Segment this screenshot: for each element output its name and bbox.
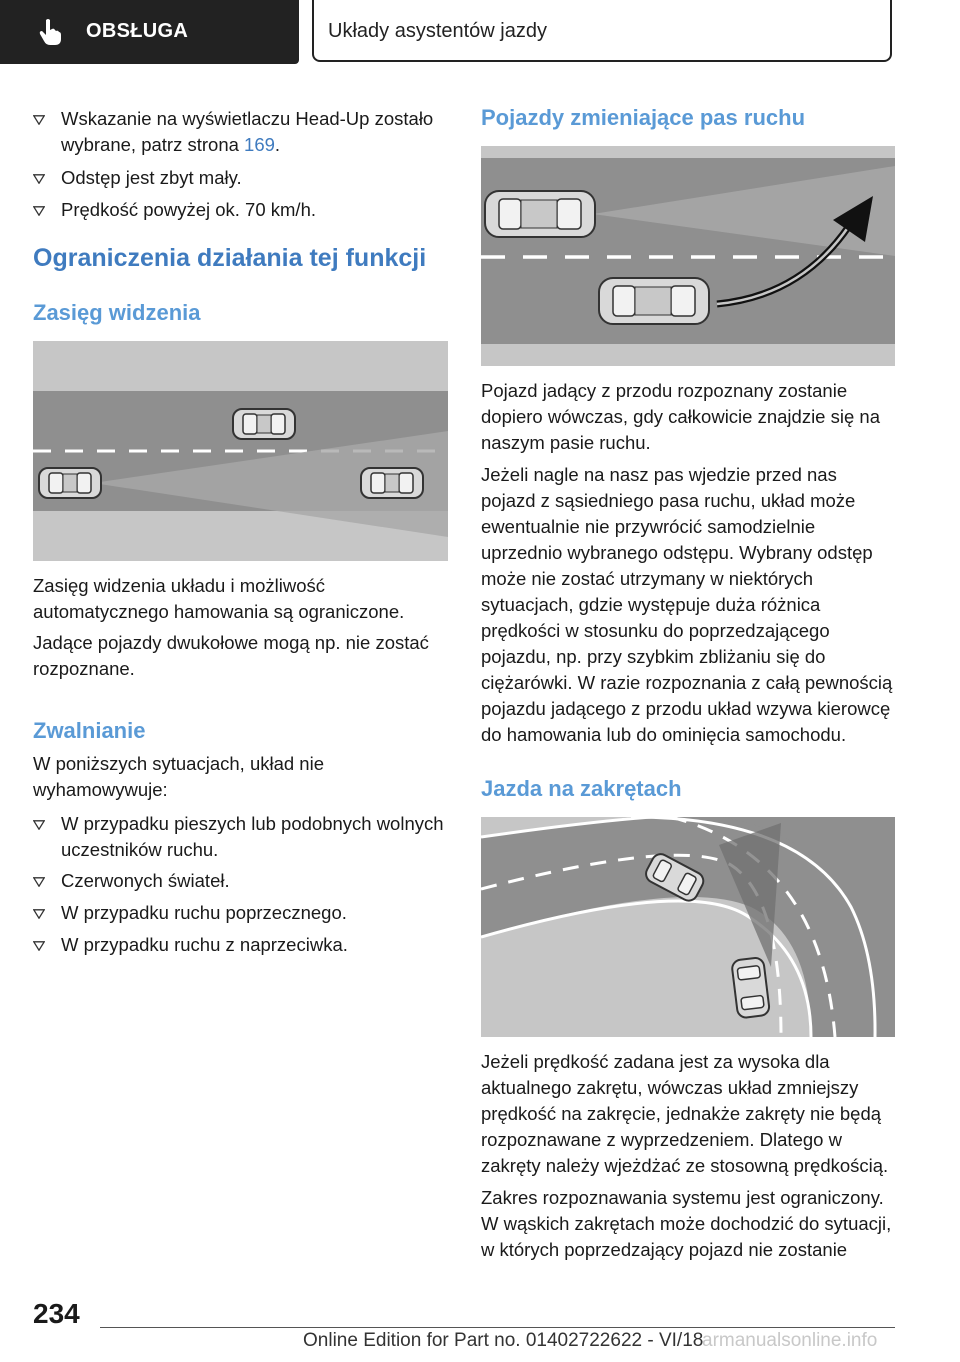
bullet-text: W przypadku pieszych lub podobnych wolnych uczestników ruchu. xyxy=(61,813,444,860)
bullet-text: Prędkość powyżej ok. 70 km/h. xyxy=(61,199,316,220)
triangle-bullet-icon xyxy=(33,868,53,887)
watermark: armanualsonline.info xyxy=(702,1330,878,1351)
heading-braking: Zwalnianie xyxy=(33,718,146,743)
bullet-text: W przypadku ruchu poprzecznego. xyxy=(61,902,347,923)
section-label: OBSŁUGA xyxy=(86,20,189,42)
triangle-bullet-icon xyxy=(33,197,53,216)
heading-limitations: Ograniczenia działania tej funkcji xyxy=(33,244,427,272)
bullet-text: Wskazanie na wyświetlaczu Head-Up zostało wybrane, patrz strona xyxy=(61,108,434,155)
range-illustration xyxy=(33,341,448,561)
triangle-bullet-icon xyxy=(33,811,53,830)
edition-info: Online Edition for Part no. 01402722622 - VI/18 xyxy=(303,1330,704,1351)
page-link[interactable]: 169 xyxy=(244,134,275,155)
curves-paragraph-1: Jeżeli prędkość zadana jest za wysoka dla aktualnego zakrętu, wówczas układ zmniejszy prędkość na zakręcie, jednakże zakręty nie będą rozpoznawane z wyprzedzeniem. Dlatego w zakręty należy wjeżdżać ze stosowną prędkością. xyxy=(481,1051,889,1176)
range-paragraph-2: Jadące pojazdy dwukołowe mogą np. nie zostać rozpoznane. xyxy=(33,632,429,679)
triangle-bullet-icon xyxy=(33,165,53,184)
heading-curves: Jazda na zakrętach xyxy=(481,776,682,801)
page-number: 234 xyxy=(33,1298,80,1329)
triangle-bullet-icon xyxy=(33,932,53,951)
bullet-text: Czerwonych świateł. xyxy=(61,870,230,891)
range-paragraph-1: Zasięg widzenia układu i możliwość automatycznego hamowania są ograniczone. xyxy=(33,575,405,622)
bullet-text: Odstęp jest zbyt mały. xyxy=(61,167,242,188)
footer-divider xyxy=(100,1327,895,1328)
curves-paragraph-2: Zakres rozpoznawania systemu jest ograniczony. W wąskich zakrętach może dochodzić do sytuacji, w których poprzedzający pojazd nie zostanie xyxy=(481,1187,892,1260)
lane-change-illustration xyxy=(481,146,895,366)
chapter-title: Układy asystentów jazdy xyxy=(328,20,547,42)
heading-lane-change: Pojazdy zmieniające pas ruchu xyxy=(481,105,806,130)
lane-paragraph-1: Pojazd jadący z przodu rozpoznany zostanie dopiero wówczas, gdy całkowicie znajdzie się na naszym pasie ruchu. xyxy=(481,380,880,453)
bullet-text: W przypadku ruchu z naprzeciwka. xyxy=(61,934,348,955)
triangle-bullet-icon xyxy=(33,900,53,919)
section-tab xyxy=(0,0,299,64)
lane-paragraph-2: Jeżeli nagle na nasz pas wjedzie przed nas pojazd z sąsiedniego pasa ruchu, układ może ewentualnie nie przywrócić samodzielnie uprzednio wybranego odstępu. Wybrany odstęp może nie zostać utrzymany w niektórych sytuacjach, gdzie występuje duża różnica prędkości w stosunku do poprzedzającego pojazdu, np. przy szybkim zbliżaniu się do ciężarówki. W razie rozpoznania z całą pewnością pojazdu jadącego z przodu układ wzywa kierowcę do hamowania lub do ominięcia samochodu. xyxy=(481,464,893,745)
curve-illustration xyxy=(481,817,895,1037)
triangle-bullet-icon xyxy=(33,106,53,125)
heading-range: Zasięg widzenia xyxy=(33,300,201,325)
hand-pointer-icon xyxy=(34,16,66,48)
braking-intro: W poniższych sytuacjach, układ nie wyhamowywuje: xyxy=(33,753,324,800)
